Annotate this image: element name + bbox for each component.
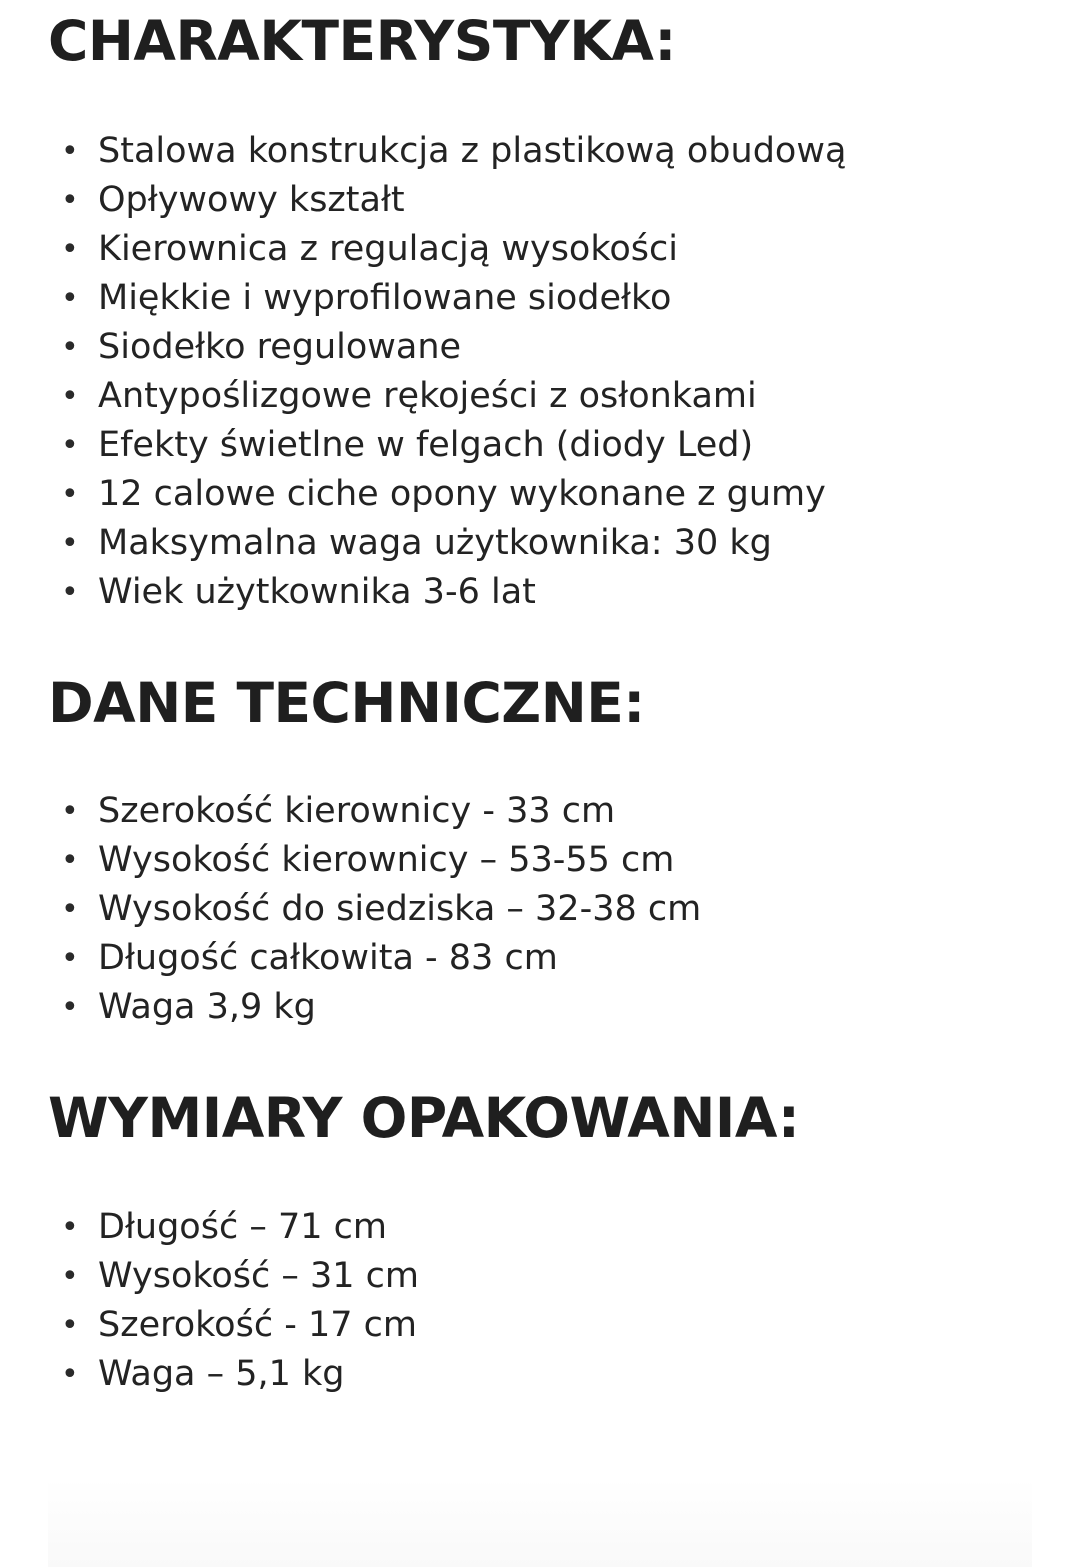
list-item (58, 787, 701, 836)
bullet-icon: • (61, 526, 79, 561)
bullet-icon: • (61, 379, 79, 414)
list-item-text: 12 calowe ciche opony wykonane z gumy (98, 474, 826, 514)
bullet-icon: • (61, 892, 79, 927)
list-item (58, 1203, 419, 1252)
list-item (58, 1301, 419, 1350)
bullet-icon: • (61, 183, 79, 218)
bullet-icon: • (61, 134, 79, 169)
list-item-text: Wiek użytkownika 3-6 lat (98, 572, 536, 612)
list-item (58, 836, 701, 885)
bullet-icon: • (61, 843, 79, 878)
characteristics-list (58, 127, 846, 617)
list-item (58, 519, 846, 568)
list-item-text: Wysokość – 31 cm (98, 1256, 420, 1296)
list-item (58, 1252, 419, 1301)
list-item (58, 885, 701, 934)
bullet-icon: • (61, 794, 79, 829)
list-item-text: Wysokość do siedziska – 32-38 cm (98, 889, 702, 929)
list-item (58, 274, 846, 323)
list-item-text: Siodełko regulowane (98, 327, 462, 367)
list-item-text: Opływowy kształt (98, 180, 405, 220)
list-item-text: Waga 3,9 kg (98, 987, 316, 1027)
list-item-text: Miękkie i wyprofilowane siodełko (98, 278, 672, 318)
list-item (58, 568, 846, 617)
list-item (58, 421, 846, 470)
list-item (58, 127, 846, 176)
technical-data-list (58, 787, 701, 1032)
list-item-text: Waga – 5,1 kg (98, 1354, 345, 1394)
list-item-text: Długość całkowita - 83 cm (98, 938, 558, 978)
list-item-text: Maksymalna waga użytkownika: 30 kg (98, 523, 772, 563)
bullet-icon: • (61, 990, 79, 1025)
list-item-text: Szerokość kierownicy - 33 cm (98, 791, 616, 831)
section-heading-characteristics: CHARAKTERYSTYKA: (48, 9, 676, 73)
section-heading-technical-data: DANE TECHNICZNE: (48, 671, 645, 735)
list-item-text: Długość – 71 cm (98, 1207, 387, 1247)
faded-bottom-strip (48, 1478, 1032, 1567)
list-item (58, 225, 846, 274)
list-item-text: Szerokość - 17 cm (98, 1305, 417, 1345)
bullet-icon: • (61, 330, 79, 365)
package-dimensions-list (58, 1203, 419, 1399)
bullet-icon: • (61, 575, 79, 610)
list-item (58, 934, 701, 983)
list-item (58, 176, 846, 225)
list-item-text: Stalowa konstrukcja z plastikową obudową (98, 131, 847, 171)
list-item-text: Antypoślizgowe rękojeści z osłonkami (98, 376, 757, 416)
bullet-icon: • (61, 281, 79, 316)
bullet-icon: • (61, 477, 79, 512)
bullet-icon: • (61, 232, 79, 267)
list-item-text: Kierownica z regulacją wysokości (98, 229, 678, 269)
list-item (58, 372, 846, 421)
section-heading-package-dimensions: WYMIARY OPAKOWANIA: (48, 1086, 800, 1150)
bullet-icon: • (61, 1308, 79, 1343)
bullet-icon: • (61, 428, 79, 463)
bullet-icon: • (61, 1259, 79, 1294)
list-item (58, 323, 846, 372)
list-item (58, 1350, 419, 1399)
list-item-text: Wysokość kierownicy – 53-55 cm (98, 840, 675, 880)
bullet-icon: • (61, 1210, 79, 1245)
list-item-text: Efekty świetlne w felgach (diody Led) (98, 425, 754, 465)
list-item (58, 470, 846, 519)
bullet-icon: • (61, 941, 79, 976)
list-item (58, 983, 701, 1032)
bullet-icon: • (61, 1357, 79, 1392)
